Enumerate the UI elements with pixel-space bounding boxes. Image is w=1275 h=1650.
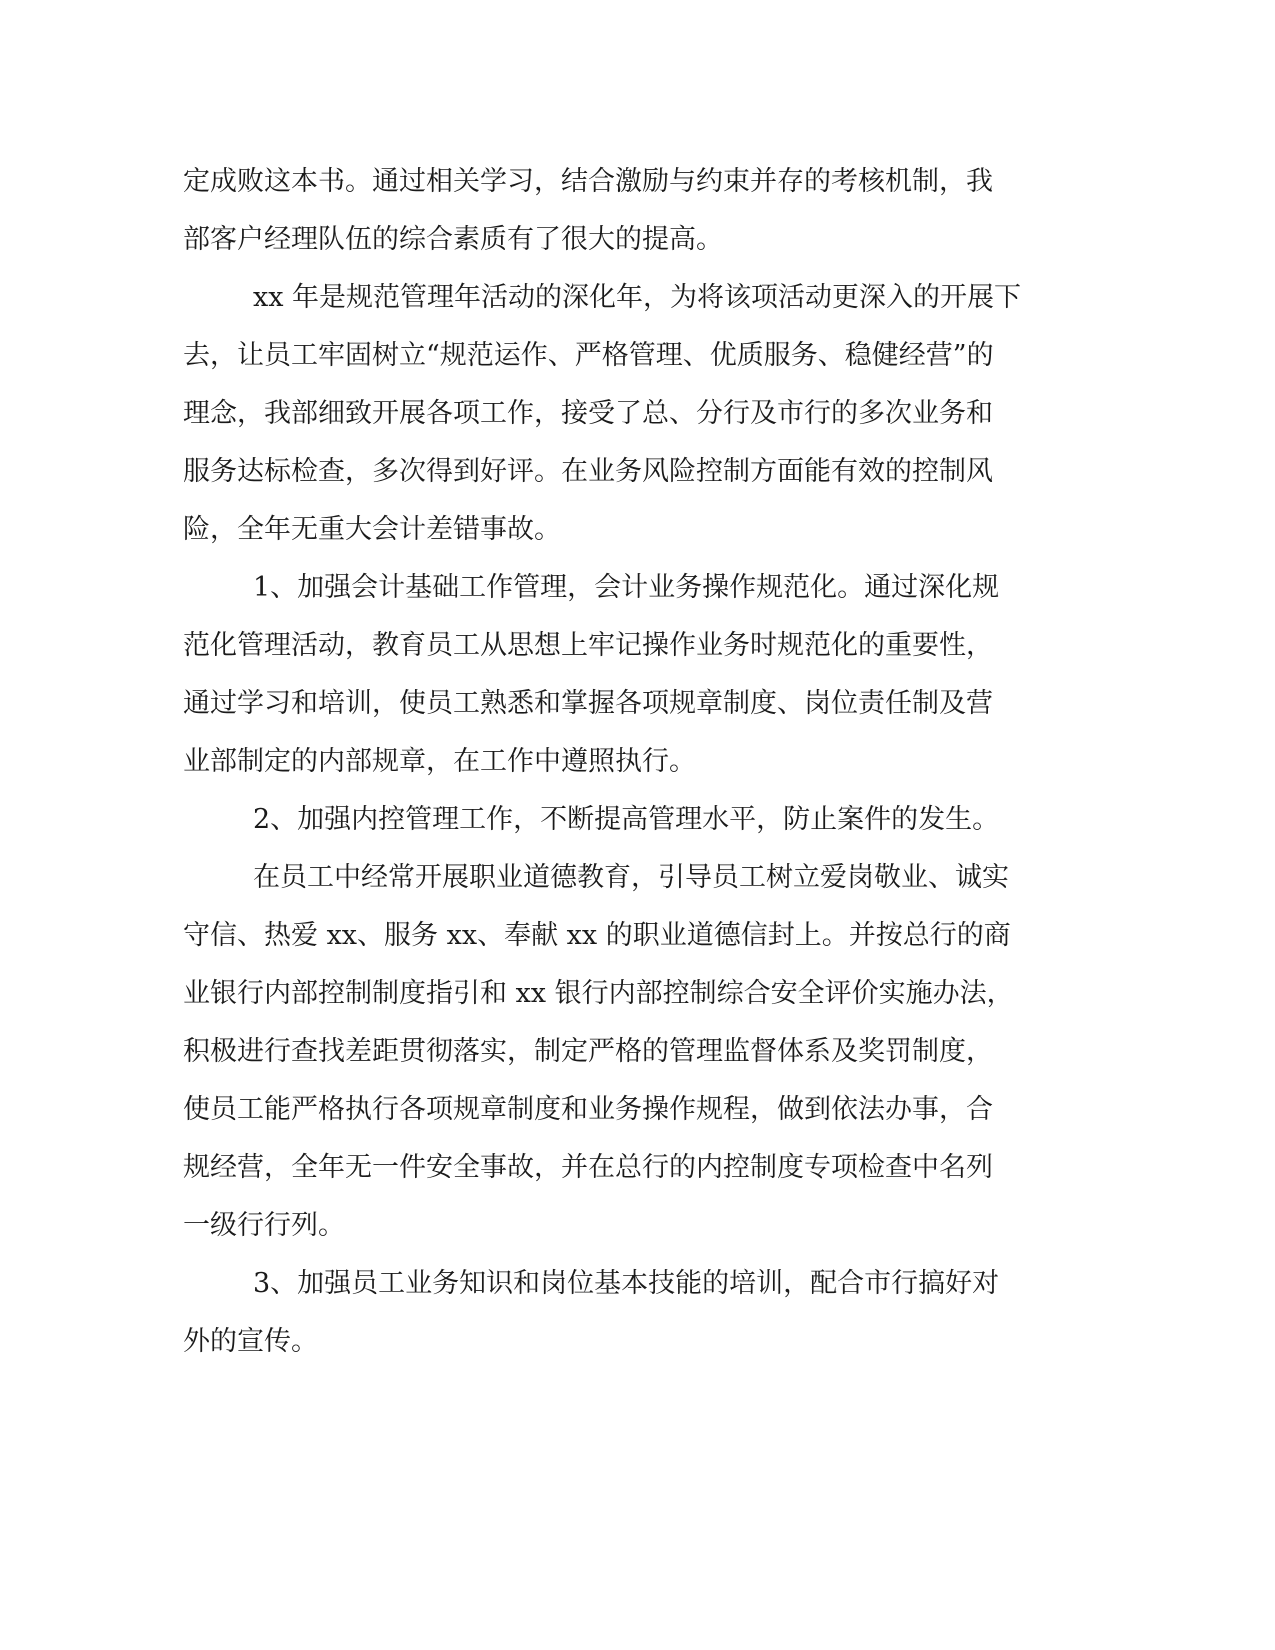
paragraph-line: 积极进行查找差距贯彻落实，制定严格的管理监督体系及奖罚制度，: [183, 1036, 993, 1067]
paragraph-line: 定成败这本书。通过相关学习，结合激励与约束并存的考核机制，我: [183, 166, 993, 197]
paragraph-line: 一级行行列。: [183, 1210, 345, 1241]
paragraph-line: 服务达标检查，多次得到好评。在业务风险控制方面能有效的控制风: [183, 456, 993, 487]
document-body: [183, 153, 1043, 1371]
paragraph-line: 通过学习和培训，使员工熟悉和掌握各项规章制度、岗位责任制及营: [183, 688, 993, 719]
paragraph-line: 险，全年无重大会计差错事故。: [183, 514, 561, 545]
paragraph-line: 理念，我部细致开展各项工作，接受了总、分行及市行的多次业务和: [183, 398, 993, 429]
paragraph-line: 范化管理活动，教育员工从思想上牢记操作业务时规范化的重要性，: [183, 630, 993, 661]
paragraph-line: 使员工能严格执行各项规章制度和业务操作规程，做到依法办事，合: [183, 1094, 993, 1125]
paragraph-line: 3、加强员工业务知识和岗位基本技能的培训，配合市行搞好对: [253, 1268, 1000, 1299]
paragraph-line: 外的宣传。: [183, 1326, 318, 1357]
paragraph-line: xx 年是规范管理年活动的深化年，为将该项活动更深入的开展下: [253, 282, 1022, 313]
paragraph-line: 部客户经理队伍的综合素质有了很大的提高。: [183, 224, 723, 255]
paragraph-line: 1、加强会计基础工作管理，会计业务操作规范化。通过深化规: [253, 572, 1000, 603]
paragraph-line: 2、加强内控管理工作，不断提高管理水平，防止案件的发生。: [253, 804, 1000, 835]
paragraph-line: 规经营，全年无一件安全事故，并在总行的内控制度专项检查中名列: [183, 1152, 993, 1183]
paragraph-line: 业部制定的内部规章，在工作中遵照执行。: [183, 746, 696, 777]
paragraph-line: 业银行内部控制制度指引和 xx 银行内部控制综合安全评价实施办法，: [183, 978, 1014, 1009]
paragraph-line: 在员工中经常开展职业道德教育，引导员工树立爱岗敬业、诚实: [253, 862, 1009, 893]
paragraph-line: 守信、热爱 xx、服务 xx、奉献 xx 的职业道德信封上。并按总行的商: [183, 920, 1011, 951]
paragraph-line: 去，让员工牢固树立“规范运作、严格管理、优质服务、稳健经营”的: [183, 340, 994, 371]
